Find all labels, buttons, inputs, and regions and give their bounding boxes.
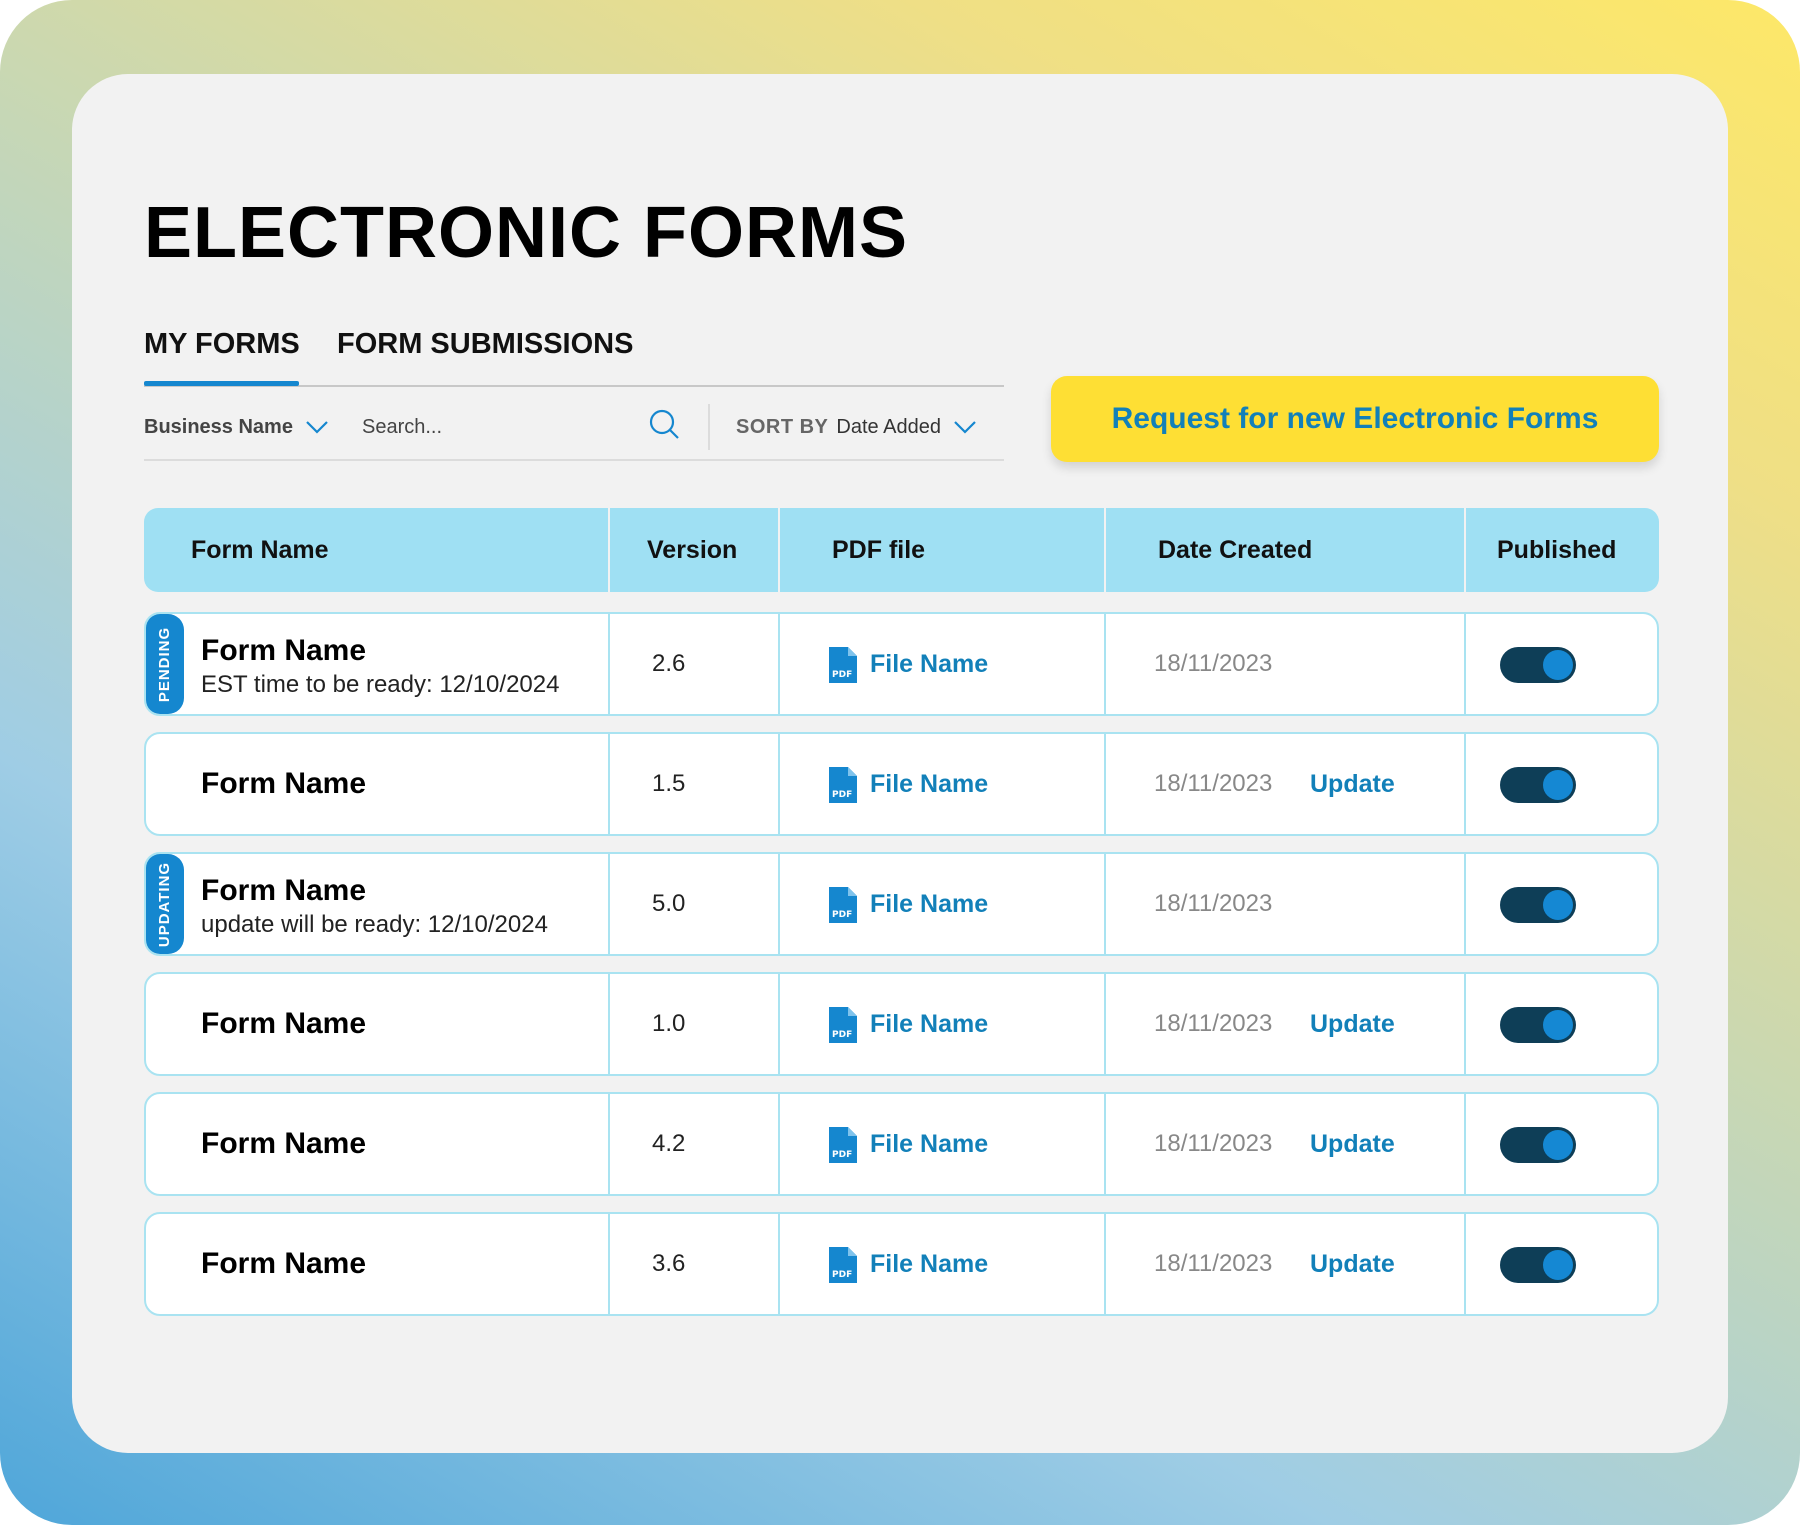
- date-created: 18/11/2023: [1154, 1130, 1273, 1157]
- update-link[interactable]: Update: [1310, 1249, 1395, 1278]
- published-toggle[interactable]: [1500, 1247, 1576, 1283]
- header-divider: [1104, 508, 1106, 592]
- pdf-file-icon[interactable]: [827, 1245, 859, 1285]
- toggle-knob: [1543, 1010, 1573, 1040]
- cell-divider: [1464, 614, 1466, 714]
- toggle-knob: [1543, 650, 1573, 680]
- header-divider: [1464, 508, 1466, 592]
- date-created: 18/11/2023: [1154, 1250, 1273, 1277]
- pdf-label: PDF: [832, 910, 853, 920]
- update-link[interactable]: Update: [1310, 769, 1395, 798]
- filter-divider: [708, 404, 710, 450]
- version-value: 1.0: [652, 1010, 686, 1037]
- header-version[interactable]: Version: [647, 535, 738, 564]
- pdf-label: PDF: [832, 1150, 853, 1160]
- sort-by-label: SORT BY: [736, 415, 829, 438]
- cell-divider: [1104, 974, 1106, 1074]
- cell-divider: [1104, 614, 1106, 714]
- published-toggle[interactable]: [1500, 1007, 1576, 1043]
- header-divider: [778, 508, 780, 592]
- sort-value: Date Added: [836, 415, 941, 438]
- pdf-file-icon[interactable]: [827, 885, 859, 925]
- cell-divider: [1464, 854, 1466, 954]
- date-created: 18/11/2023: [1154, 770, 1273, 797]
- cell-divider: [1464, 1094, 1466, 1194]
- table-row[interactable]: [144, 732, 1659, 836]
- header-divider: [608, 508, 610, 592]
- cell-divider: [1104, 734, 1106, 834]
- form-name[interactable]: Form Name: [201, 634, 367, 667]
- version-value: 3.6: [652, 1250, 686, 1277]
- table-row[interactable]: [144, 972, 1659, 1076]
- cell-divider: [608, 854, 610, 954]
- tab-my-forms[interactable]: MY FORMS: [144, 328, 300, 360]
- toggle-knob: [1543, 1250, 1573, 1280]
- pdf-file-icon[interactable]: [827, 645, 859, 685]
- toggle-knob: [1543, 890, 1573, 920]
- request-new-forms-button[interactable]: Request for new Electronic Forms: [1051, 376, 1659, 462]
- date-created: 18/11/2023: [1154, 650, 1273, 677]
- status-badge-label: PENDING: [156, 626, 174, 702]
- pdf-file-link[interactable]: File Name: [870, 649, 989, 678]
- cell-divider: [608, 734, 610, 834]
- table-row[interactable]: [144, 612, 1659, 716]
- pdf-label: PDF: [832, 1030, 853, 1040]
- cell-divider: [1464, 734, 1466, 834]
- published-toggle[interactable]: [1500, 1127, 1576, 1163]
- pdf-file-link[interactable]: File Name: [870, 1249, 989, 1278]
- cell-divider: [1464, 974, 1466, 1074]
- status-badge-label: UPDATING: [156, 861, 174, 947]
- header-date-created[interactable]: Date Created: [1158, 535, 1313, 564]
- search-input[interactable]: Search...: [362, 415, 443, 438]
- sort-dropdown[interactable]: [736, 410, 977, 444]
- pdf-file-link[interactable]: File Name: [870, 1129, 989, 1158]
- date-created: 18/11/2023: [1154, 890, 1273, 917]
- pdf-label: PDF: [832, 1270, 853, 1280]
- version-value: 2.6: [652, 650, 686, 677]
- form-name[interactable]: Form Name: [201, 767, 367, 800]
- cell-divider: [608, 974, 610, 1074]
- cell-divider: [778, 614, 780, 714]
- form-status-note: EST time to be ready: 12/10/2024: [201, 671, 560, 698]
- cell-divider: [778, 854, 780, 954]
- cell-divider: [1104, 1094, 1106, 1194]
- cell-divider: [1104, 1214, 1106, 1314]
- cell-divider: [608, 1094, 610, 1194]
- toggle-knob: [1543, 770, 1573, 800]
- status-badge: [146, 854, 184, 954]
- chevron-down-icon: [305, 420, 329, 434]
- published-toggle[interactable]: [1500, 767, 1576, 803]
- cell-divider: [1464, 1214, 1466, 1314]
- business-name-label: Business Name: [144, 415, 293, 438]
- tab-form-submissions[interactable]: FORM SUBMISSIONS: [337, 328, 634, 360]
- pdf-file-icon[interactable]: [827, 1125, 859, 1165]
- form-name[interactable]: Form Name: [201, 1127, 367, 1160]
- update-link[interactable]: Update: [1310, 1129, 1395, 1158]
- published-toggle[interactable]: [1500, 647, 1576, 683]
- version-value: 4.2: [652, 1130, 686, 1157]
- pdf-file-icon[interactable]: [827, 765, 859, 805]
- chevron-down-icon: [953, 420, 977, 434]
- pdf-file-icon[interactable]: [827, 1005, 859, 1045]
- version-value: 5.0: [652, 890, 686, 917]
- table-header: [144, 508, 1659, 592]
- cell-divider: [1104, 854, 1106, 954]
- cell-divider: [778, 1094, 780, 1194]
- cell-divider: [778, 1214, 780, 1314]
- filter-underline: [144, 459, 1004, 461]
- published-toggle[interactable]: [1500, 887, 1576, 923]
- cell-divider: [778, 734, 780, 834]
- version-value: 1.5: [652, 770, 686, 797]
- cell-divider: [608, 614, 610, 714]
- header-published[interactable]: Published: [1497, 535, 1617, 564]
- search-icon[interactable]: [648, 408, 680, 440]
- status-badge: [146, 614, 184, 714]
- toggle-knob: [1543, 1130, 1573, 1160]
- business-name-dropdown[interactable]: [144, 410, 329, 444]
- pdf-file-link[interactable]: File Name: [870, 769, 989, 798]
- pdf-file-link[interactable]: File Name: [870, 889, 989, 918]
- update-link[interactable]: Update: [1310, 1009, 1395, 1038]
- date-created: 18/11/2023: [1154, 1010, 1273, 1037]
- form-name[interactable]: Form Name: [201, 1247, 367, 1280]
- pdf-label: PDF: [832, 670, 853, 680]
- header-form-name[interactable]: Form Name: [191, 535, 329, 564]
- form-status-note: update will be ready: 12/10/2024: [201, 911, 548, 938]
- active-tab-indicator: [144, 381, 299, 386]
- cell-divider: [608, 1214, 610, 1314]
- cell-divider: [778, 974, 780, 1074]
- pdf-file-link[interactable]: File Name: [870, 1009, 989, 1038]
- table-row[interactable]: [144, 852, 1659, 956]
- pdf-label: PDF: [832, 790, 853, 800]
- table-row[interactable]: [144, 1092, 1659, 1196]
- page-title: ELECTRONIC FORMS: [144, 193, 908, 273]
- form-name[interactable]: Form Name: [201, 1007, 367, 1040]
- header-pdf-file[interactable]: PDF file: [832, 535, 926, 564]
- table-row[interactable]: [144, 1212, 1659, 1316]
- form-name[interactable]: Form Name: [201, 874, 367, 907]
